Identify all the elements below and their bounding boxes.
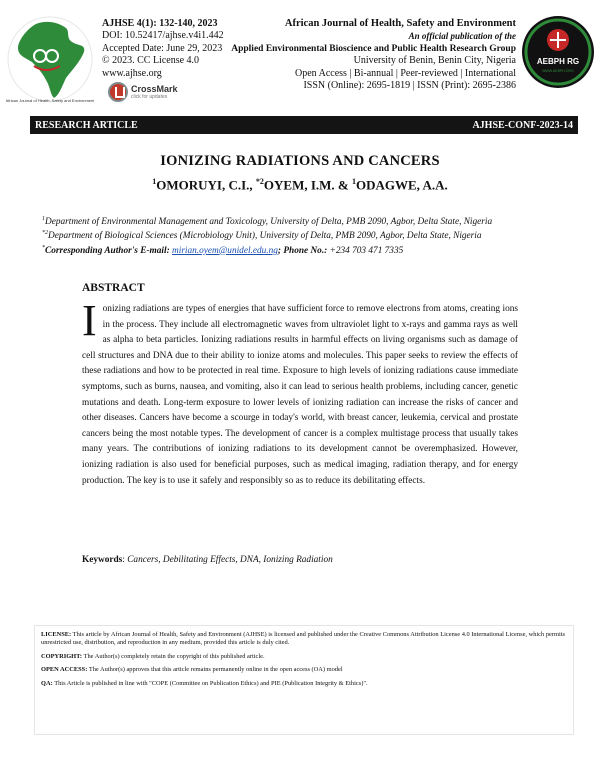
affiliation-sup: 1 — [42, 216, 45, 222]
crossmark-icon — [108, 82, 128, 102]
license-text: This article by African Journal of Health, Safety and Environment (AJHSE) is licensed and published under the Creative Commons Attribution License 4.0 International License, which permits unrestricted use, distribution, and reproduction in any medium, provided this article is duly cited. — [41, 631, 565, 647]
copyright-label: COPYRIGHT: — [41, 652, 83, 660]
author-name: OMORUYI, C.I., — [156, 177, 256, 193]
article-type-band — [30, 116, 578, 134]
phone-label: ; Phone No.: — [277, 245, 330, 256]
article-meta — [102, 18, 224, 80]
license-label: LICENSE: — [41, 631, 72, 638]
affiliation-line — [42, 228, 492, 242]
journal-reference: AJHSE 4(1): 132-140, 2023 — [102, 18, 218, 29]
crossmark-label: CrossMark — [131, 84, 178, 94]
license-box — [34, 625, 574, 735]
official-publication: An official publication of the — [408, 31, 516, 42]
publisher-group: Applied Environmental Bioscience and Public Health Research Group — [231, 43, 516, 54]
open-access-label: OPEN ACCESS: — [41, 666, 88, 674]
qa-text: This Article is published in line with "COPE (Committee on Publication Ethics) and PIE (Publication Integrity & Ethics)". — [52, 679, 368, 687]
university: University of Benin, Benin City, Nigeria — [353, 55, 516, 67]
open-access-statement — [41, 666, 567, 674]
affiliation-sup: *2 — [42, 230, 48, 237]
author-name: OYEM, I.M. & — [263, 177, 353, 193]
affiliation-line — [42, 214, 492, 228]
crossmark-sub: click for updates — [131, 94, 168, 100]
corresponding-author — [42, 243, 492, 257]
issn-info: ISSN (Online): 2695-1819 | ISSN (Print): 2695-2386 — [303, 80, 516, 92]
abstract-text: onizing radiations are types of energies that have sufficient force to remove electrons from atoms, creating ions in the process. They include all electromagnetic waves from ultraviolet light to x-rays and gamma rays as well as alpha to beta particles. Ionizing radiations results in harmful effects on living organisms such as damage of cell structures and DNA due to their ability to ionize atoms and molecules. This paper seeks to review the effects of these radiations and how to be protected in real time. Exposure to high levels of ionizing radiations cause immediate symptoms, such as burns, nausea, and vomiting, also it can lead to serious health problems, including cancer, genetic mutations and death. Long-term exposure to lower levels of ionizing radiation can increase the risks of cancer and other diseases. Cancers have become a scourge in today's world, with breast cancer, leukemia, cervical and prostate cancers being the most notable types. The development of cancer is a complex multistage process that usually takes many years. The contributions of ionizing radiations to its development cannot be overemphasized. However, ionizing radiation is also used for beneficial purposes, such as medical imaging, radiation therapy, and for energy production. The key is to use it safely and responsibly so as to reduce its debilitating effects. — [82, 304, 518, 486]
website-link[interactable]: www.ajhse.org — [102, 67, 162, 79]
aebph-logo — [520, 12, 596, 100]
accepted-date: Accepted Date: June 29, 2023 — [102, 42, 223, 54]
abstract-dropcap: I — [82, 296, 97, 345]
article-type: RESEARCH ARTICLE — [35, 119, 138, 131]
corresponding-sup: * — [42, 244, 45, 251]
journal-logo-africa — [6, 14, 94, 104]
copyright-text: The Author(s) completely retain the copyright of this published article. — [82, 652, 265, 660]
article-code: AJHSE-CONF-2023-14 — [472, 119, 573, 131]
affiliation-text: Department of Environmental Management and Toxicology, University of Delta, PMB 2090, Agbor, Delta State, Nigeria — [45, 217, 493, 228]
corresponding-label: Corresponding Author's E-mail: — [45, 245, 173, 256]
copyright-line: © 2023. CC License 4.0 — [102, 55, 200, 67]
author-list — [0, 177, 600, 193]
qa-label: QA: — [41, 679, 53, 687]
keywords: Keywords: Cancers, Debilitating Effects, DNA, Ionizing Radiation — [82, 555, 333, 565]
abstract-heading: ABSTRACT — [82, 282, 145, 294]
author-sup: 1 — [152, 177, 157, 186]
doi[interactable]: DOI: 10.52417/ajhse.v4i1.442 — [102, 30, 224, 42]
phone-number: +234 703 471 7335 — [329, 245, 404, 256]
journal-title: African Journal of Health, Safety and Environment — [284, 18, 516, 29]
author-sup: *2 — [255, 177, 264, 186]
author-name: ODAGWE, A.A. — [356, 177, 448, 193]
abstract-body — [82, 296, 518, 489]
corresponding-email-link[interactable]: mirian.oyem@unidel.edu.ng — [172, 245, 278, 256]
access-info: Open Access | Bi-annual | Peer-reviewed | International — [294, 67, 516, 79]
affiliation-text: Department of Biological Sciences (Microbiology Unit), University of Delta, PMB 2090, Agbor, Delta State, Nigeria — [48, 231, 482, 242]
license-statement — [41, 631, 567, 648]
keywords-label: Keywords — [82, 555, 123, 565]
aebph-logo-sub: WWW.AEBPH.ORG — [542, 69, 574, 73]
qa-statement — [41, 680, 567, 688]
open-access-text: The Author(s) approves that this article remains permanently online in the open access (OA) model — [87, 666, 343, 674]
keywords-value: Cancers, Debilitating Effects, DNA, Ionizing Radiation — [127, 555, 333, 565]
author-sup: 1 — [352, 177, 357, 186]
copyright-statement — [41, 653, 567, 661]
article-title: IONIZING RADIATIONS AND CANCERS — [160, 153, 440, 169]
journal-info — [216, 18, 516, 92]
affiliations — [42, 214, 492, 257]
crossmark-badge[interactable] — [108, 82, 178, 102]
logo-left-caption: African Journal of Health, Safety and Environment — [6, 98, 94, 103]
aebph-logo-text: AEBPH RG — [536, 57, 580, 66]
